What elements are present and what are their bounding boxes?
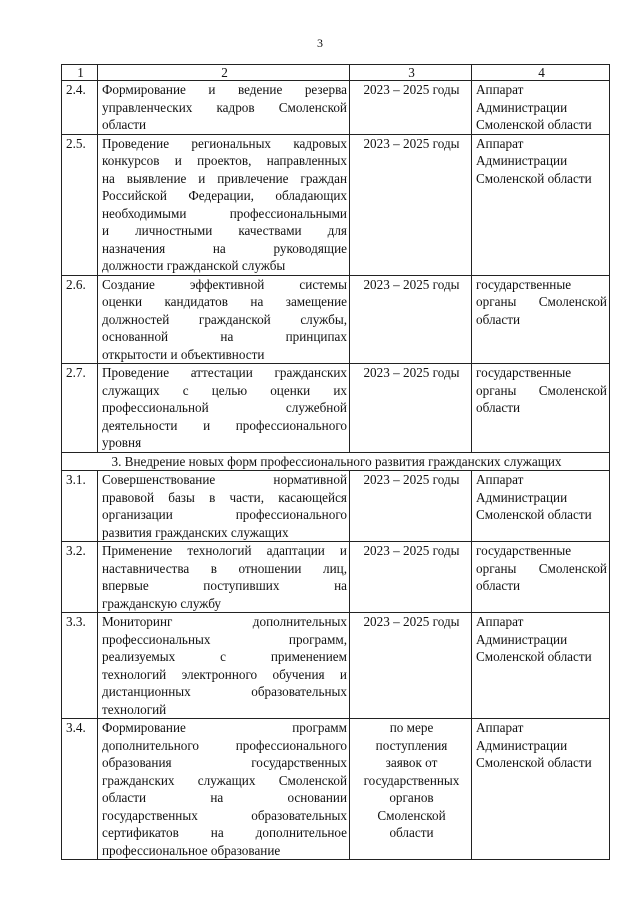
column-header-4: 4	[472, 65, 610, 81]
measure-executor: государственные органы Смоленской области	[472, 275, 610, 364]
measure-executor: государственные органы Смоленской области	[472, 364, 610, 453]
measure-executor: Аппарат Администрации Смоленской области	[472, 471, 610, 542]
measure-period: 2023 – 2025 годы	[350, 471, 472, 542]
row-number: 3.4.	[62, 719, 98, 860]
table-row	[62, 275, 610, 364]
column-header-1: 1	[62, 65, 98, 81]
measure-period: 2023 – 2025 годы	[350, 134, 472, 275]
measure-period: 2023 – 2025 годы	[350, 364, 472, 453]
measure-description: Мониторинг дополнительных профессиональных программ, реализуемых с применением технологий электронного обучения и дистанционных образовательных технологий	[98, 613, 350, 719]
measure-period: 2023 – 2025 годы	[350, 81, 472, 135]
row-number: 3.2.	[62, 542, 98, 613]
measures-table	[61, 64, 610, 860]
table-row	[62, 134, 610, 275]
row-number: 3.3.	[62, 613, 98, 719]
measure-executor: Аппарат Администрации Смоленской области	[472, 134, 610, 275]
measure-period: 2023 – 2025 годы	[350, 275, 472, 364]
table-header-row	[62, 65, 610, 81]
row-number: 2.7.	[62, 364, 98, 453]
measure-period: 2023 – 2025 годы	[350, 613, 472, 719]
measure-description: Совершенствование нормативной правовой базы в части, касающейся организации профессионального развития гражданских служащих	[98, 471, 350, 542]
table-row	[62, 471, 610, 542]
measure-executor: государственные органы Смоленской области	[472, 542, 610, 613]
table-row	[62, 613, 610, 719]
row-number: 2.4.	[62, 81, 98, 135]
measure-executor: Аппарат Администрации Смоленской области	[472, 719, 610, 860]
measure-executor: Аппарат Администрации Смоленской области	[472, 613, 610, 719]
section-heading-row	[62, 452, 610, 471]
measure-description: Формирование программ дополнительного профессионального образования государственных гражданских служащих Смоленской области на основании государственных образовательных сертификатов на дополнительное профессиональное образование	[98, 719, 350, 860]
column-header-3: 3	[350, 65, 472, 81]
measure-executor: Аппарат Администрации Смоленской области	[472, 81, 610, 135]
page-number: 3	[317, 36, 323, 50]
table-row	[62, 542, 610, 613]
measure-description: Формирование и ведение резерва управленческих кадров Смоленской области	[98, 81, 350, 135]
row-number: 3.1.	[62, 471, 98, 542]
table-row	[62, 81, 610, 135]
measure-description: Проведение региональных кадровых конкурсов и проектов, направленных на выявление и привлечение граждан Российской Федерации, обладающих необходимыми профессиональными и личностными качествами для назначения на руководящие должности гражданской службы	[98, 134, 350, 275]
measure-period: 2023 – 2025 годы	[350, 542, 472, 613]
measure-description: Проведение аттестации гражданских служащих с целью оценки их профессиональной служебной деятельности и профессионального уровня	[98, 364, 350, 453]
measure-period: по мере поступления заявок от государственных органов Смоленской области	[350, 719, 472, 860]
section-title: 3. Внедрение новых форм профессионального развития гражданских служащих	[62, 452, 610, 471]
measure-description: Применение технологий адаптации и наставничества в отношении лиц, впервые поступивших на гражданскую службу	[98, 542, 350, 613]
table-row	[62, 719, 610, 860]
measure-description: Создание эффективной системы оценки кандидатов на замещение должностей гражданской службы, основанной на принципах открытости и объективности	[98, 275, 350, 364]
row-number: 2.5.	[62, 134, 98, 275]
column-header-2: 2	[98, 65, 350, 81]
row-number: 2.6.	[62, 275, 98, 364]
table-row	[62, 364, 610, 453]
